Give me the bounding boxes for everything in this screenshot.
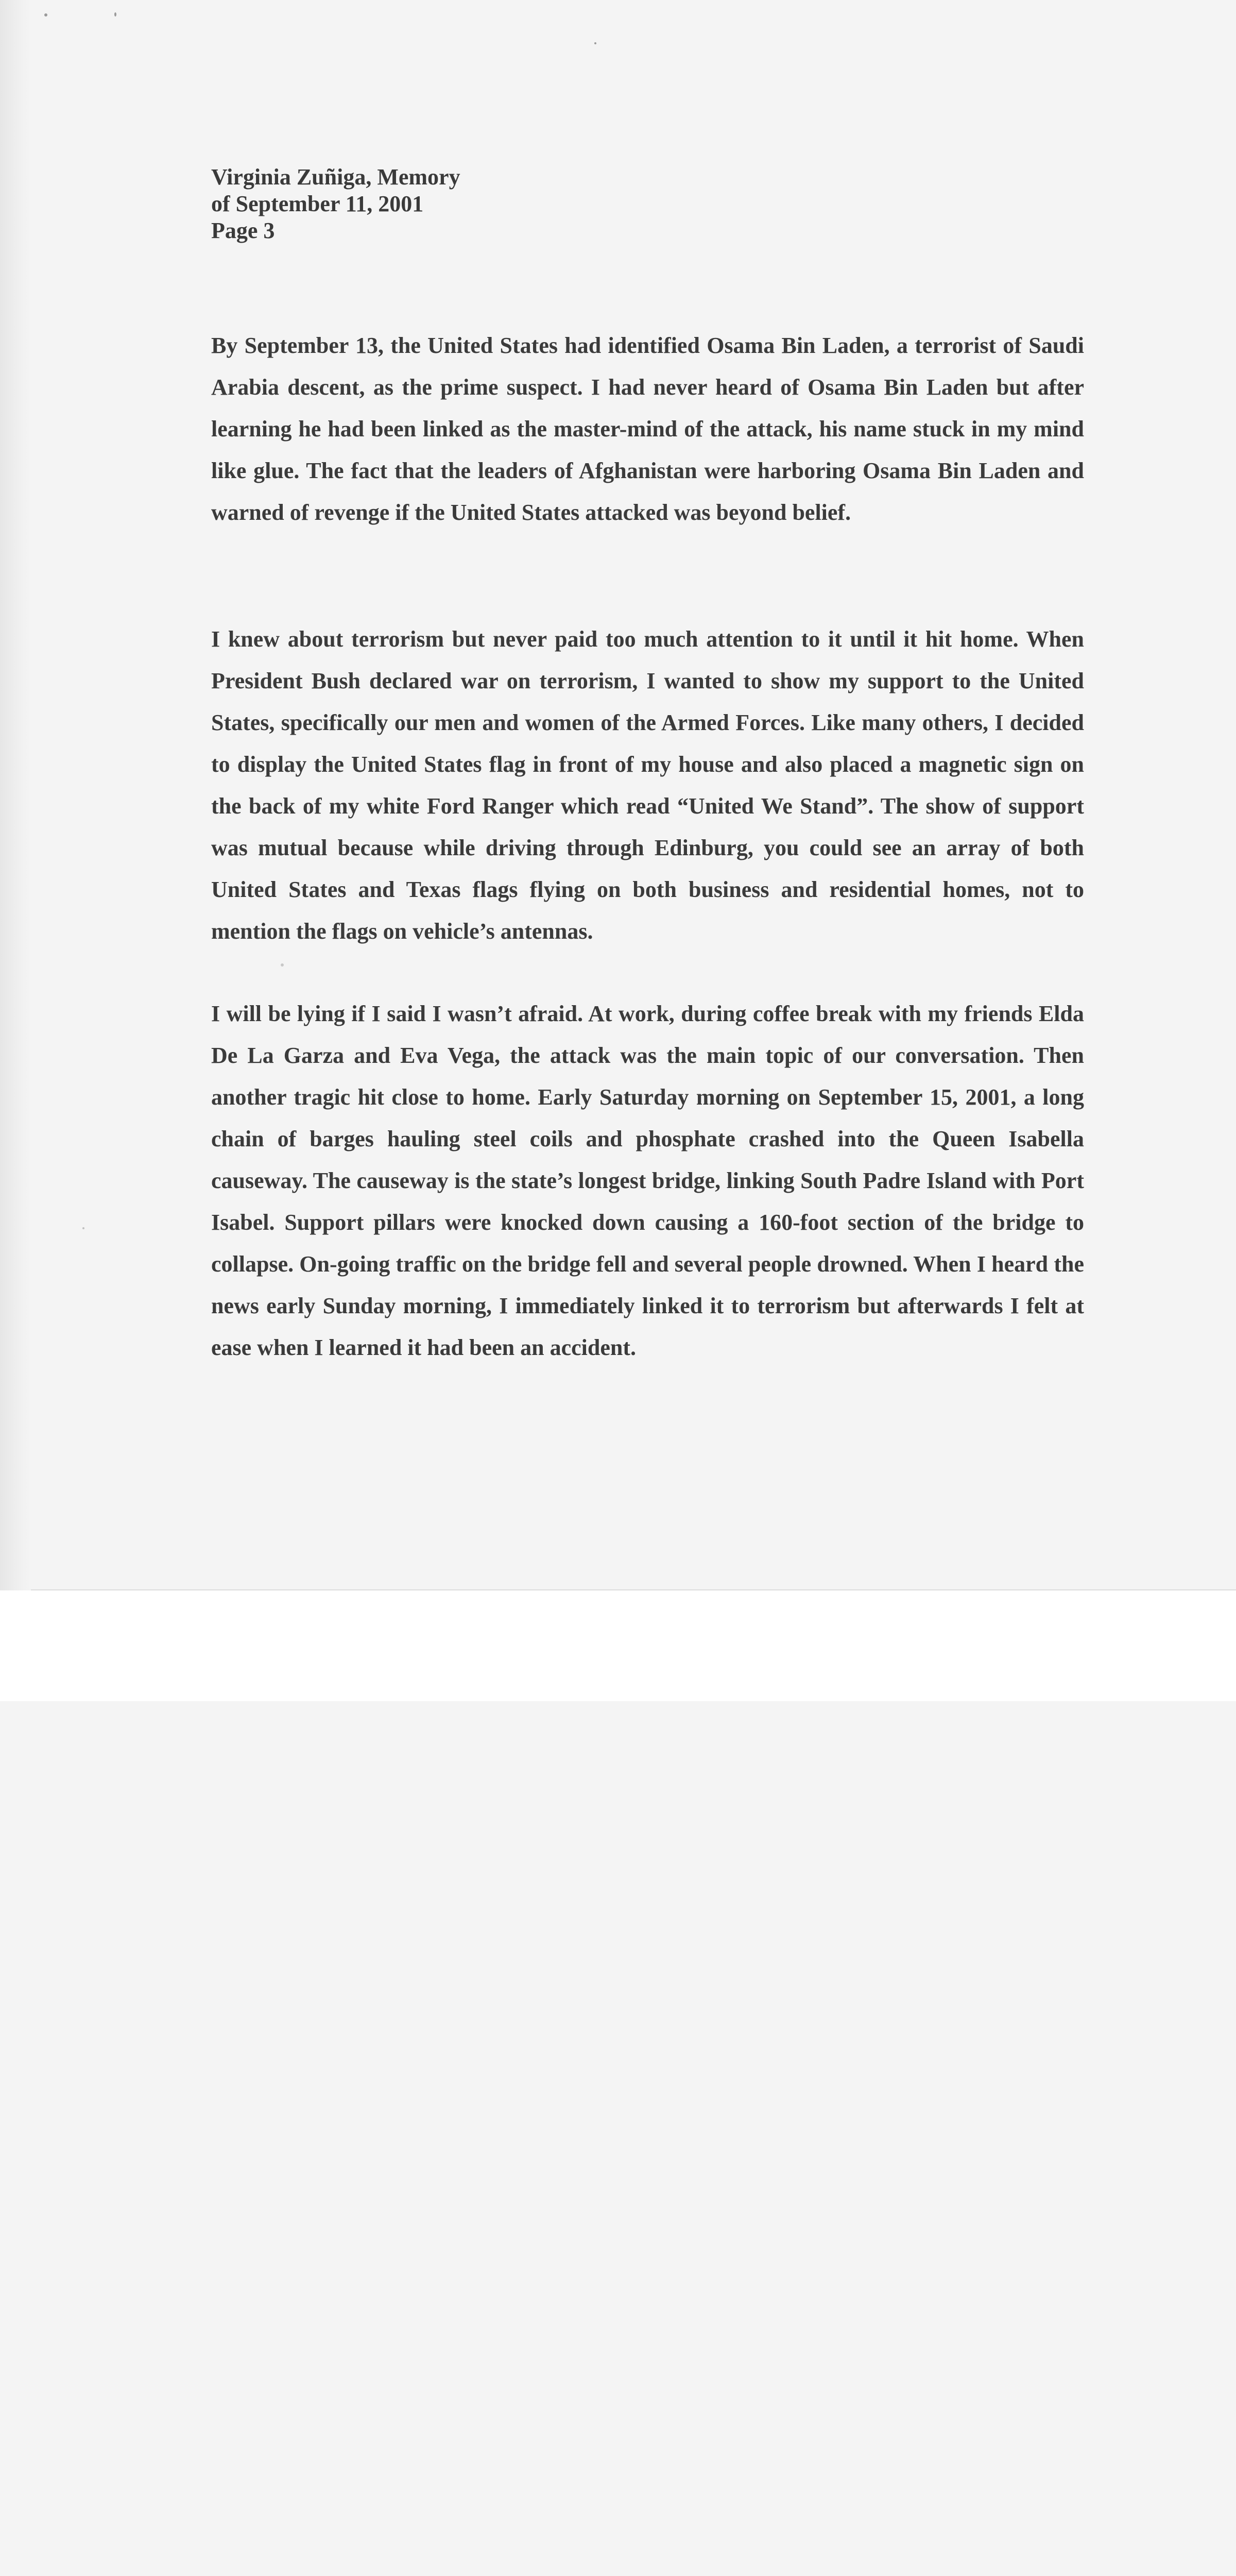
body-paragraph-3: I will be lying if I said I wasn’t afraid. At work, during coffee break with my friends Elda De La Garza and Eva Vega, the attack was the main topic of our conversation. Then another tragic hit close to home. Early Saturday morning on September 15, 2001, a long chain of barges hauling steel coils and phosphate crashed into the Queen Isabella causeway. The causeway is the state’s longest bridge, linking South Padre Island with Port Isabel. Support pillars were knocked down causing a 160-foot section of the bridge to collapse. On-going traffic on the bridge fell and several people drowned. When I heard the news early Sunday morning, I immediately linked it to terrorism but afterwards I felt at ease when I learned it had been an accident. [211,1001,1084,1360]
header-page-number: Page 3 [211,218,275,243]
header-subject-line: of September 11, 2001 [211,191,424,216]
footer-band [0,1590,1236,1701]
scan-speck [82,1227,84,1229]
scan-speck [281,963,284,967]
document-header [211,164,460,244]
scan-speck [594,42,596,44]
header-author-line: Virginia Zuñiga, Memory [211,164,460,190]
scan-shadow-edge [0,0,31,1701]
body-paragraph-2: I knew about terrorism but never paid too much attention to it until it hit home. When President Bush declared war on terrorism, I wanted to show my support to the United States, specifically our men and women of the Armed Forces. Like many others, I decided to display the United States flag in front of my house and also placed a magnetic sign on the back of my white Ford Ranger which read “United We Stand”. The show of support was mutual because while driving through Edinburg, you could see an array of both United States and Texas flags flying on both business and residential homes, not to mention the flags on vehicle’s antennas. [211,626,1084,944]
body-paragraph-1: By September 13, the United States had identified Osama Bin Laden, a terrorist of Saudi Arabia descent, as the prime suspect. I had never heard of Osama Bin Laden but after learning he had been linked as the master-mind of the attack, his name stuck in my mind like glue. The fact that the leaders of Afghanistan were harboring Osama Bin Laden and warned of revenge if the United States attacked was beyond belief. [211,333,1084,525]
scan-speck [44,13,47,16]
scan-speck [114,12,116,16]
